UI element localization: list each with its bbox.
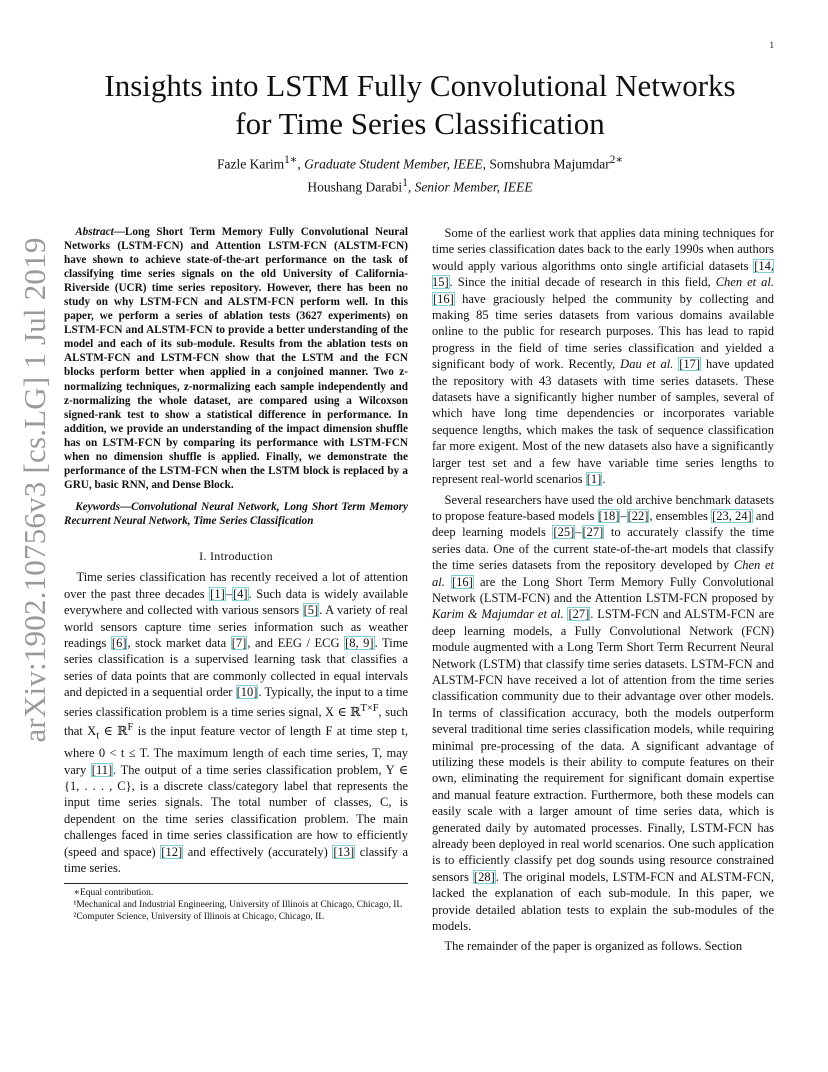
title-line-1: Insights into LSTM Fully Convolutional Networks [104,68,736,103]
text-span: . Typically, the input to a time series classification problem is a time series signal, X ∈ ℝ [64,685,408,719]
left-column [64,225,408,877]
section-heading-introduction: I. Introduction [199,548,273,563]
citation-link[interactable]: [12] [161,844,183,859]
author-line-1 [60,151,780,174]
text-span: is the input feature vector of length F at time step t, where 0 < t ≤ T. The maximum length of each time series, T, may vary [64,724,408,777]
body-paragraph-2 [432,492,774,935]
citation-link[interactable]: [4] [233,586,248,601]
keywords-label: Keywords [75,500,120,513]
footnote-affiliation-1: ¹Mechanical and Industrial Engineering, University of Illinois at Chicago, Chicago, IL [73,900,403,910]
author-line-2 [60,174,780,197]
text-span: , and EEG / ECG [247,636,345,651]
math-superscript: T×F [360,702,379,714]
text-span: Some of the earliest work that applies data mining techniques for time series classification dates back to the early 1990s when authors would apply various algorithms onto single artificial datasets [432,226,774,273]
footnote-affiliation-2: ²Computer Science, University of Illinois at Chicago, Chicago, IL [73,912,325,922]
text-span: . A variety of real world sensors capture time series information such as weather readings [64,603,408,651]
text-span: – [620,508,627,523]
author-darabi-role: , Senior Member, IEEE [407,179,533,194]
citation-link[interactable]: [27] [568,607,590,622]
citation-link[interactable]: [27] [582,525,604,540]
citation-link[interactable]: [28] [473,869,495,884]
author-karim-role: , Graduate Student Member, IEEE [297,156,483,172]
math-subscript: t [96,730,100,742]
citation-link[interactable]: [1] [210,586,225,601]
citation-link[interactable]: [10] [236,685,258,700]
author-darabi-affil: 1 [402,176,408,189]
text-span: have updated the repository with 43 datasets with time series datasets. These datasets have a significantly higher number of samples, several of which have long time dependencies or incorporates variable sequence lengths, which makes the task of sequence classification far more exigent. Most of the new datasets also have a significantly larger test set and a few have variable time series lengths to represent real-world scenarios [432,357,774,487]
text-span: to accurately classify the time series data. One of the current state-of-the-art models that classify the time series datasets from the repository developed by [432,525,774,573]
citation-link[interactable]: [5] [303,603,319,618]
citation-link[interactable]: [16] [433,291,454,306]
citation-link[interactable]: [7] [231,636,247,651]
text-span: . LSTM-FCN and ALSTM-FCN are deep learning models, a Fully Convolutional Network (FCN) module augmented with a Long Term Short Term Recurrent Neural Network (LSTM) that classify time series datasets. LSTM-FCN and ALSTM-FCN have received a lot of attention from the time series classification community due to their advantage over other models. In terms of classification accuracy, both the models outperform several traditional time series classification models, while requiring minimal pre-processing of the data. A significant advantage of utilizing these models is their ability to compute features on their own, eliminating the requirement for significant domain expertise and manual feature extraction. Furthermore, both these models can easily scale with a larger amount of time series data, which is generated daily by automated processes. Finally, LSTM-FCN has already been deployed in real world scenarios. One such application is to efficiently classify pet dog sounds using resource constrained sensors [432,607,775,884]
text-span: Several researchers have used the old archive benchmark datasets to propose feature-based models [432,492,774,523]
text-span: and effectively (accurately) [183,844,333,859]
body-paragraph-1 [432,225,774,488]
math-superscript: F [127,722,134,734]
text-span: and deep learning models [432,508,774,540]
text-span: – [225,586,232,601]
citation-link[interactable]: [23, 24] [712,508,752,523]
author-karim: Fazle Karim [216,156,285,172]
text-span: are the Long Short Term Memory Fully Convolutional Network (LSTM-FCN) and the Attention LSTM-FCN proposed by [432,574,774,605]
citation-link[interactable]: [18] [598,508,620,523]
citation-link[interactable]: [22] [627,508,649,523]
page-number: 1 [769,40,774,50]
abstract-label: Abstract [75,226,114,238]
right-column [432,225,774,955]
text-span: have graciously helped the community by collecting and making 85 time series datasets from various domains available online to the public for research purposes. This has lead to rapid progress in the field of time series classification and yielded a significant body of work. Recently, [432,291,774,372]
footnote-equal-contribution: ∗Equal contribution. [73,888,154,898]
citation-link[interactable]: [1] [586,472,602,487]
text-span: . Such data is widely available everywhere and collected with various sensors [64,586,408,618]
author-majumdar-affil: 2∗ [609,154,623,166]
text-span: – [575,525,582,540]
text-span: . Since the initial decade of research in this field, [449,275,716,290]
citation-link[interactable]: [25] [553,525,575,540]
author-block [60,151,780,196]
arxiv-stamp-text: arXiv:1902.10756v3 [cs.LG] 1 Jul 2019 [17,237,52,743]
text-span: . Time series classification is a supervised learning task that classifies a series of data points that are commonly collected in equal intervals and depicted in a sequential order [64,636,408,700]
text-span: . [602,472,606,487]
citation-link[interactable]: [14, 15] [432,258,774,290]
author-ref: Dau et al. [620,357,674,372]
author-karim-affil: 1∗ [284,154,298,166]
footnotes [64,883,408,923]
citation-link[interactable]: [13] [333,844,355,859]
author-majumdar: , Somshubra Majumdar [482,156,610,172]
footnote-rule [64,883,408,884]
paper-title [60,67,780,143]
text-span: , stock market data [127,636,231,651]
keywords [64,500,408,528]
arxiv-stamp [6,0,64,1072]
citation-link[interactable]: [17] [679,357,701,372]
author-ref: Chen et al. [432,558,774,589]
text-span: Time series classification has recently received a lot of attention over the past three decades [64,570,408,601]
text-span: , such that X [64,704,408,739]
intro-paragraph [64,569,408,876]
abstract-text: —Long Short Term Memory Fully Convolutional Neural Networks (LSTM-FCN) and Attention LSTM-FCN (ALSTM-FCN) have shown to achieve state-of-the-art performance on the task of classifying time series signals on the old University of California-Riverside (UCR) time series repository. However, there has been no study on why LSTM-FCN and ALSTM-FCN perform well. In this paper, we perform a series of ablation tests (3627 experiments) on LSTM-FCN and ALSTM-FCN to provide a better understanding of the model and each of its sub-module. Results from the ablation tests on ALSTM-FCN and LSTM-FCN show that the LSTM and the FCN blocks perform better when applied in a conjoined manner. Two z-normalizing techniques, z-normalizing each sample independently and z-normalizing the whole dataset, are compared using a Wilcoxson signed-rank test to show a statistical difference in performance. In addition, we provide an understanding of the impact dimension shuffle has on LSTM-FCN by comparing its performance with LSTM-FCN when no dimension shuffle is applied. Finally, we demonstrate the performance of the LSTM-FCN when the LSTM block is replaced by a GRU, basic RNN, and Dense Block. [64,226,408,491]
text-span: . The original models, LSTM-FCN and ALSTM-FCN, lacked the explanation of each sub-module. In this paper, we provide detailed ablation tests to explain the sub-modules of the models. [432,869,774,934]
citation-link[interactable]: [6] [111,636,127,651]
text-span: ∈ ℝ [99,724,128,739]
body-paragraph-3: The remainder of the paper is organized as follows. Section [444,939,743,954]
author-darabi: Houshang Darabi [307,179,403,194]
text-span: , ensembles [649,508,712,523]
title-line-2: for Time Series Classification [235,106,605,141]
abstract [64,225,408,492]
citation-link[interactable]: [8, 9] [345,636,374,651]
citation-link[interactable]: [16] [452,574,473,589]
keywords-text: —Convolutional Neural Network, Long Short Term Memory Recurrent Neural Network, Time Series Classification [64,500,408,527]
text-span: classify a time series. [64,844,409,876]
author-ref: Karim & Majumdar et al. [432,607,564,622]
author-ref: Chen et al. [715,275,774,290]
text-span: . The output of a time series classification problem, Y ∈ {1, . . . , C}, is a discrete class/category label that represents the input time series signals. The total number of classes, C, is dependent on the time series classification problem. The main challenges faced in time series classification are how to efficiently (speed and space) [64,762,408,859]
citation-link[interactable]: [11] [91,762,113,777]
